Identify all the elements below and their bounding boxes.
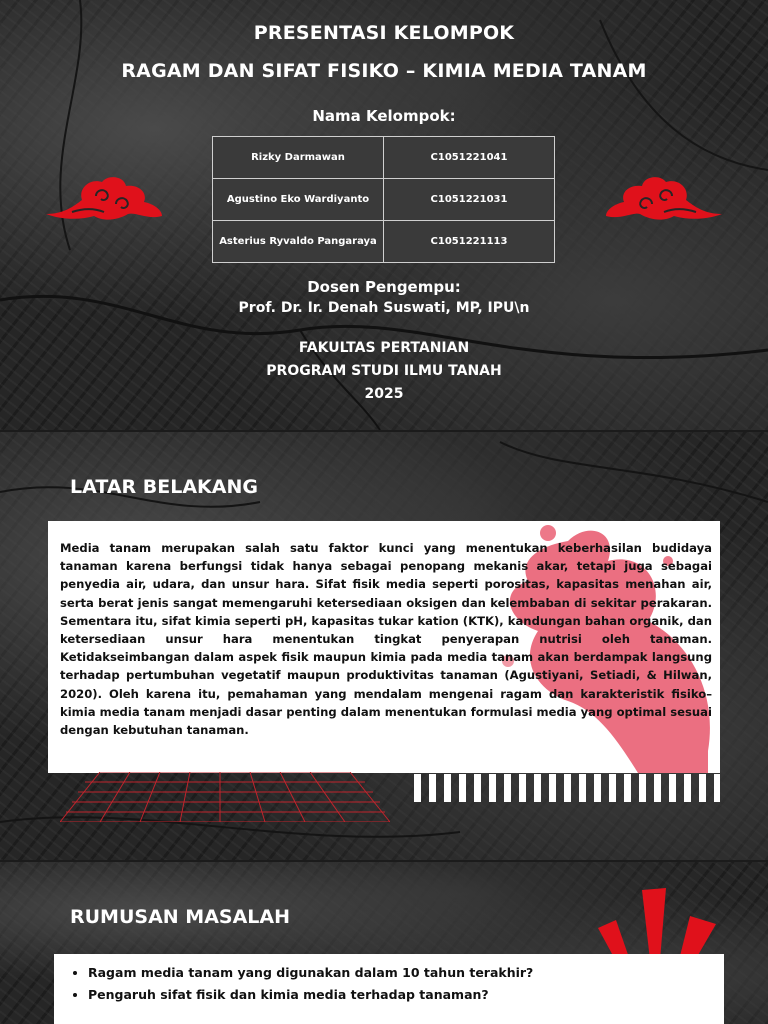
table-row bbox=[213, 137, 555, 179]
problem-slide bbox=[0, 862, 768, 1024]
member-name: Agustino Eko Wardiyanto bbox=[213, 179, 384, 221]
table-row bbox=[213, 221, 555, 263]
study-program: PROGRAM STUDI ILMU TANAH bbox=[266, 363, 502, 379]
barcode-stripes bbox=[414, 774, 720, 802]
background-slide bbox=[0, 432, 768, 860]
lecturer-label: Dosen Pengempu: bbox=[307, 278, 461, 296]
title-line-2: RAGAM DAN SIFAT FISIKO – KIMIA MEDIA TANAM bbox=[121, 60, 647, 82]
list-item: • Ragam media tanam yang digunakan dalam 10 tahun terakhir? bbox=[88, 962, 708, 984]
member-name: Asterius Ryvaldo Pangaraya bbox=[213, 221, 384, 263]
faculty: FAKULTAS PERTANIAN bbox=[298, 340, 470, 356]
table-row bbox=[213, 179, 555, 221]
cloud-ornament-icon bbox=[604, 174, 724, 224]
lecturer-name: Prof. Dr. Ir. Denah Suswati, MP, IPU\n bbox=[238, 300, 530, 316]
section-heading: LATAR BELAKANG bbox=[70, 476, 258, 498]
member-id: C1051221113 bbox=[384, 221, 555, 263]
cloud-ornament-icon bbox=[44, 174, 164, 224]
cover-slide bbox=[0, 0, 768, 430]
member-name: Rizky Darmawan bbox=[213, 137, 384, 179]
member-id: C1051221041 bbox=[384, 137, 555, 179]
section-heading: RUMUSAN MASALAH bbox=[70, 906, 291, 928]
perspective-grid bbox=[60, 772, 390, 822]
group-label: Nama Kelompok: bbox=[312, 107, 456, 125]
background-paragraph: Media tanam merupakan salah satu faktor kunci yang menentukan keberhasilan budidaya tanaman karena berfungsi tidak hanya sebagai penopang mekanis akar, tetapi juga sebagai penyedia air, udara, dan unsur hara. Sifat fisik media seperti porositas, kapasitas menahan air, serta berat jenis sangat memengaruhi ketersediaan oksigen dan kelembaban di sekitar perakaran. Sementara itu, sifat kimia seperti pH, kapasitas tukar kation (KTK), kandungan bahan organik, dan ketersediaan unsur hara menentukan tingkat penyerapan nutrisi oleh tanaman. Ketidakseimbangan dalam aspek fisik maupun kimia pada media tanam akan berdampak langsung terhadap pertumbuhan vegetatif maupun produktivitas tanaman (Agustiyani, Setiadi, & Hilwan, 2020). Oleh karena itu, pemahaman yang mendalam mengenai ragam dan karakteristik fisiko–kimia media tanam menjadi dasar penting dalam menentukan formulasi media yang optimal sesuai dengan kebutuhan tanaman. bbox=[60, 541, 712, 738]
problem-list bbox=[68, 962, 708, 1006]
content-card bbox=[48, 521, 720, 773]
members-table bbox=[212, 136, 555, 263]
member-id: C1051221031 bbox=[384, 179, 555, 221]
title-line-1: PRESENTASI KELOMPOK bbox=[253, 22, 515, 44]
year: 2025 bbox=[364, 386, 404, 402]
list-item: • Pengaruh sifat fisik dan kimia media terhadap tanaman? bbox=[88, 984, 708, 1006]
content-card bbox=[54, 954, 724, 1024]
